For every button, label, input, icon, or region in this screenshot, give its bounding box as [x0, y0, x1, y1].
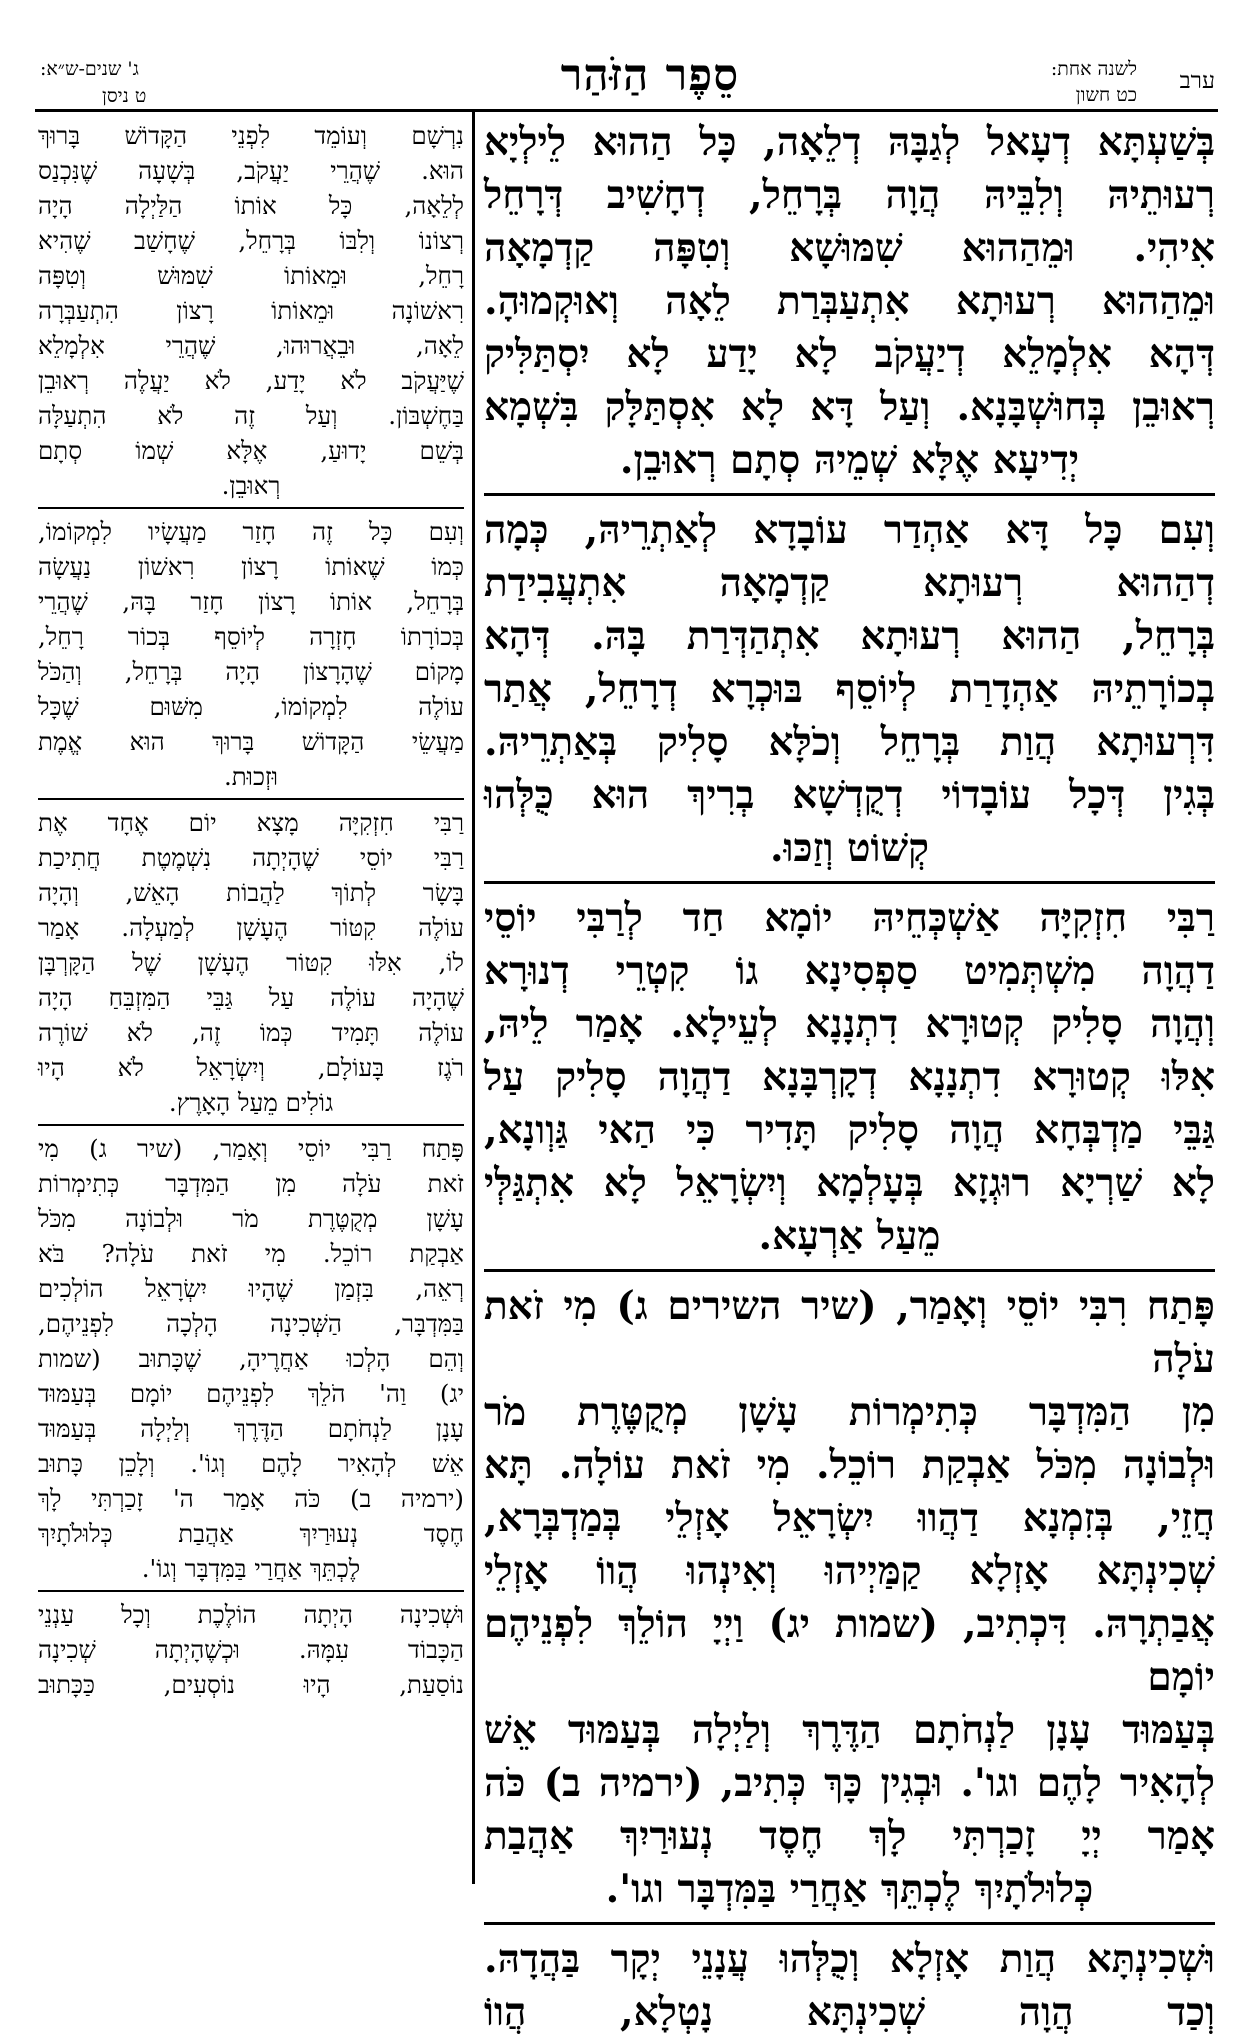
hebrew-line: בָּשָׂר לְתוֹךְ לַהֲבוֹת הָאֵשׁ, וְהָיָה: [38, 878, 464, 907]
aramaic-line: רְאוּבֵן בְּחוּשְׁבָּנָא. וְעַל דָּא לָא אִסְתַּלָּק בִּשְׁמָא: [484, 384, 1215, 430]
page-title: סֵפֶר הַזֹּהַר: [560, 50, 740, 101]
aramaic-line: וְכַד הֲוָה שְׁכִינְתָּא נָטְלָא, הֲווֹ: [484, 1989, 1215, 2035]
hebrew-line: גוֹלִים מֵעַל הָאָרֶץ.: [168, 1088, 334, 1117]
header-evening-label: ערב: [1179, 68, 1215, 94]
aramaic-line: דִּרְעוּתָא הֲוַת בְּרָחֵל וְכֹלָּא סָלִיק בְּאַתְרֵיהּ.: [484, 719, 1215, 765]
aramaic-line: בְּגִין דְּכָל עוֹבָדוֹי דְקֻדְשָׁא בְרִיךְ הוּא כֻּלְּהוּ: [484, 772, 1215, 818]
hebrew-separator: [38, 1124, 464, 1126]
aramaic-line: גַּבֵּי מַדְבְּחָא הֲוָה סָלִיק תָּדִיר כִּי הַאי גַּוְונָא,: [484, 1107, 1215, 1153]
hebrew-line: אֵשׁ לְהָאִיר לָהֶם וְגוֹ'. וְלָכֵן כָּתוּב: [38, 1449, 464, 1478]
aramaic-line: וּמֵהַהוּא רְעוּתָא אִתְעַבְּרַת לֵאָה וְאוּקְמוּהָ.: [484, 278, 1215, 324]
aramaic-line: אֲבַתְרָהּ. דִּכְתִיב, (שמות יג) וַיְיָ הוֹלֵךְ לִפְנֵיהֶם יוֹמָם: [484, 1601, 1215, 1700]
aramaic-line: מֵעַל אַרְעָא.: [758, 1213, 941, 1259]
hebrew-line: רַבִּי חִזְקִיָּה מָצָא יוֹם אֶחָד אֶת: [38, 808, 464, 837]
hebrew-line: בְּשֵׁם יָדוּעַ, אֶלָּא שְׁמוֹ סְתָם: [38, 436, 464, 465]
aramaic-column: [484, 116, 1215, 2039]
hebrew-line: שֶׁיַּעֲקֹב לֹא יָדַע, לֹא יַעֲלֶה רְאוּבֵן: [38, 366, 464, 395]
hebrew-paragraph: [38, 514, 464, 794]
aramaic-line: יְדִיעָא אֶלָּא שְׁמֵיהּ סְתָם רְאוּבֵן.: [619, 437, 1080, 483]
header-year-label: לשנה אחת:: [1050, 58, 1137, 80]
aramaic-paragraph: [484, 1280, 1215, 1916]
aramaic-line: קְשׁוֹט וְזַכּוּ.: [769, 825, 930, 871]
hebrew-line: וּזְכוּת.: [223, 762, 279, 791]
hebrew-line: יג) וַה' הֹלֵךְ לִפְנֵיהֶם יוֹמָם בְּעַמּוּד: [38, 1379, 464, 1408]
hebrew-line: כְּמוֹ שֶׁאוֹתוֹ רָצוֹן רִאשׁוֹן נַעֲשָׂה: [38, 552, 464, 581]
aramaic-line: לָא שַׁרְיָא רוּגְזָא בְּעָלְמָא וְיִשְׂרָאֵל לָא אִתְגַּלְּי: [484, 1160, 1215, 1206]
header-date-left: ט ניסן: [102, 85, 147, 107]
hebrew-separator: [38, 798, 464, 800]
aramaic-line: אִלּוּ קְטוּרָא דִתְנָנָא דְקָרְבָּנָא דַהֲוָה סָלִיק עַל: [484, 1054, 1215, 1100]
hebrew-line: בְּכוֹרָתוֹ חָזְרָה לְיוֹסֵף בְּכוֹר רָחֵל,: [38, 622, 464, 651]
aramaic-paragraph: [484, 892, 1215, 1263]
aramaic-line: וְהֲוָה סָלִיק קְטוּרָא דִתְנָנָא לְעֵילָא. אָמַר לֵיהּ,: [484, 1001, 1215, 1047]
aramaic-paragraph: [484, 1933, 1215, 2039]
hebrew-line: רְאֵה, בִּזְמַן שֶׁהָיוּ יִשְׂרָאֵל הוֹלְכִים: [38, 1274, 464, 1303]
header-right: [885, 58, 1215, 106]
hebrew-line: לֶכְתֵּךְ אַחֲרַי בַּמִּדְבָּר וְגוֹ'.: [141, 1554, 361, 1583]
hebrew-paragraph: [38, 805, 464, 1120]
aramaic-paragraph: [484, 116, 1215, 487]
aramaic-line: דְּהָא אִלְמָלֵא דְיַעֲקֹב לָא יָדַע לָא יִסְתַּלִּיק: [484, 331, 1215, 377]
hebrew-line: עוֹלֶה תָּמִיד כְּמוֹ זֶה, לֹא שׁוֹרֶה: [38, 1018, 464, 1047]
header-date-right: כט חשון: [1075, 84, 1137, 106]
hebrew-line: הוּא. שֶׁהֲרֵי יַעֲקֹב, בְּשָׁעָה שֶׁנִּכְנַס: [38, 156, 464, 185]
aramaic-line: דְהַהוּא רְעוּתָא קַדְמָאָה אִתְעֲבִידַת: [484, 560, 1215, 606]
aramaic-line: בְּשַׁעְתָּא דְעָאל לְגַבָּהּ דְלֵאָה, כָּל הַהוּא לֵילְיָא: [484, 119, 1215, 165]
hebrew-line: וּשְׁכִינָה הָיְתָה הוֹלֶכֶת וְכָל עַנְנֵי: [38, 1600, 464, 1629]
hebrew-line: לֵאָה, וּבֵאֲרוּהוּ, שֶׁהֲרֵי אִלְמָלֵא: [38, 331, 464, 360]
hebrew-line: רֹגֶז בָּעוֹלָם, וְיִשְׂרָאֵל לֹא הָיוּ: [38, 1053, 464, 1082]
hebrew-line: רַבִּי יוֹסֵי שֶׁהָיְתָה נִשְׁמֶטֶת חֲתִיכַת: [38, 843, 464, 872]
aramaic-line: חֲזֵי, בְּזִמְנָא דַהֲווּ יִשְׂרָאֵל אָזְלֵי בְּמַדְבְּרָא,: [484, 1495, 1215, 1541]
hebrew-line: בְּרָחֵל, אוֹתוֹ רָצוֹן חָזַר בָּהּ, שֶׁהֲרֵי: [38, 587, 464, 616]
hebrew-line: רִאשׁוֹנָה וּמֵאוֹתוֹ רָצוֹן הִתְעַבְּרָה: [38, 296, 464, 325]
aramaic-line: מִן הַמִּדְבָּר כְּתִימְרוֹת עָשָׁן מְקֻטֶּרֶת מֹר: [484, 1389, 1215, 1435]
aramaic-line: בְּרָחֵל, הַהוּא רְעוּתָא אִתְהַדְּרַת בָּהּ. דְּהָא: [484, 613, 1215, 659]
hebrew-line: רְאוּבֵן.: [221, 471, 281, 500]
hebrew-line: זֹאת עֹלָה מִן הַמִּדְבָּר כְּתִימְרוֹת: [38, 1169, 464, 1198]
header-divider: [35, 109, 1218, 112]
hebrew-line: מַעֲשֵׂי הַקָּדוֹשׁ בָּרוּךְ הוּא אֱמֶת: [38, 727, 464, 756]
hebrew-line: עוֹלֶה לִמְקוֹמוֹ, מִשּׁוּם שֶׁכָּל: [38, 692, 464, 721]
aramaic-line: בְכוֹרָתֵיהּ אַהְדָרַת לְיוֹסֵף בּוּכְרָא דְרָחֵל, אֲתַר: [484, 666, 1215, 712]
hebrew-line: מָקוֹם שֶׁהָרָצוֹן הָיָה בְּרָחֵל, וְהַכֹּל: [38, 657, 464, 686]
hebrew-paragraph: [38, 118, 464, 503]
aramaic-line: לְהָאִיר לָהֶם וגו'. וּבְגִין כָּךְ כְּתִיב, (ירמיה ב) כֹּה: [484, 1760, 1215, 1806]
aramaic-line: רַבִּי חִזְקִיָּה אַשְׁכְּחֵיהּ יוֹמָא חַד לְרַבִּי יוֹסֵי: [484, 895, 1215, 941]
hebrew-line: עָנָן לַנְחֹתָם הַדֶּרֶךְ וְלַיְלָה בְּעַמּוּד: [38, 1414, 464, 1443]
hebrew-line: נוֹסַעַת, הָיוּ נוֹסְעִים, כַּכָּתוּב: [38, 1670, 464, 1699]
aramaic-line: פָּתַח רִבִּי יוֹסֵי וְאָמַר, (שיר השירים ג) מִי זֹאת עֹלָה: [484, 1283, 1215, 1382]
column-divider: [472, 109, 475, 1884]
hebrew-line: בַּחֶשְׁבּוֹן. וְעַל זֶה לֹא הִתְעַלָּה: [38, 401, 464, 430]
aramaic-line: וְעִם כָּל דָּא אַהְדַר עוֹבָדָא לְאַתְרֵיהּ, כְּמָה: [484, 507, 1215, 553]
hebrew-line: וְהֵם הָלְכוּ אַחֲרֶיהָ, שֶׁכָּתוּב (שמות: [38, 1344, 464, 1373]
hebrew-line: בַּמִּדְבָּר, הַשְּׁכִינָה הָלְכָה לִפְנֵיהֶם,: [38, 1309, 464, 1338]
aramaic-line: וּלְבוֹנָה מִכֹּל אַבְקַת רוֹכֵל. מִי זֹאת עוֹלָה. תָּא: [484, 1442, 1215, 1488]
hebrew-line: (ירמיה ב) כֹּה אָמַר ה' זָכַרְתִּי לָךְ: [38, 1484, 464, 1513]
hebrew-paragraph: [38, 1131, 464, 1586]
aramaic-paragraph: [484, 504, 1215, 875]
header-left: [40, 58, 330, 106]
hebrew-line: עָשָׁן מְקֻטֶּרֶת מֹר וּלְבוֹנָה מִכֹּל: [38, 1204, 464, 1233]
aramaic-separator: [484, 881, 1215, 884]
aramaic-line: רְעוּתֵיהּ וְלִבֵּיהּ הֲוָה בְּרָחֵל, דְחָשִׁיב דְּרָחֵל: [484, 172, 1215, 218]
hebrew-separator: [38, 507, 464, 509]
aramaic-line: שְׁכִינְתָּא אָזְלָא קַמַּיְיהוּ וְאִינְהוּ הֲווֹ אָזְלֵי: [484, 1548, 1215, 1594]
hebrew-line: רְצוֹנוֹ וְלִבּוֹ בְּרָחֵל, שֶׁחָשַׁב שֶׁהִיא: [38, 226, 464, 255]
hebrew-line: וְעִם כָּל זֶה חָזַר מַעֲשָׂיו לִמְקוֹמוֹ,: [38, 517, 464, 546]
aramaic-line: בְּעַמּוּד עָנָן לַנְחֹתָם הַדֶּרֶךְ וְלַיְלָה בְּעַמּוּד אֵשׁ: [484, 1707, 1215, 1753]
aramaic-separator: [484, 1269, 1215, 1272]
aramaic-line: כְּלוּלֹתָיִךְ לֶכְתֵּךְ אַחֲרַי בַּמִּדְבָּר וגו'.: [605, 1866, 1094, 1912]
hebrew-line: שֶׁהָיָה עוֹלֶה עַל גַּבֵּי הַמִּזְבֵּחַ הָיָה: [38, 983, 464, 1012]
hebrew-line: רָחֵל, וּמֵאוֹתוֹ שִׁמּוּשׁ וְטִפָּה: [38, 261, 464, 290]
hebrew-line: חֶסֶד נְעוּרַיִךְ אַהֲבַת כְּלוּלֹתָיִךְ: [38, 1519, 464, 1548]
hebrew-paragraph: [38, 1597, 464, 1702]
aramaic-separator: [484, 1922, 1215, 1925]
hebrew-line: פָּתַח רַבִּי יוֹסֵי וְאָמַר, (שיר ג) מִי: [38, 1134, 464, 1163]
hebrew-line: הַכָּבוֹד עִמָּהּ. וּכְשֶׁהָיְתָה שְׁכִינָה: [38, 1635, 464, 1664]
header-years-label: ג' שנים-ש״א:: [40, 58, 139, 80]
hebrew-line: לְלֵאָה, כָּל אוֹתוֹ הַלַּיְלָה הָיָה: [38, 191, 464, 220]
hebrew-separator: [38, 1590, 464, 1592]
aramaic-line: אָמַר יְיָ זָכַרְתִּי לָךְ חֶסֶד נְעוּרַיִךְ אַהֲבַת: [484, 1813, 1215, 1859]
aramaic-line: אִיהִי. וּמֵהַהוּא שִׁמּוּשָׁא וְטִפָּה קַדְמָאָה: [484, 225, 1215, 271]
hebrew-line: אַבְקַת רוֹכֵל. מִי זֹאת עֹלָה? בֹּא: [38, 1239, 464, 1268]
aramaic-separator: [484, 493, 1215, 496]
hebrew-line: לוֹ, אִלּוּ קִטּוֹר הֶעָשָׁן שֶׁל הַקָּרְבָּן: [38, 948, 464, 977]
hebrew-line: נִרְשָׁם וְעוֹמֵד לִפְנֵי הַקָּדוֹשׁ בָּרוּךְ: [38, 121, 464, 150]
aramaic-line: דַהֲוָה מִשְׁתְּמִיט סַפְסִינָא גוֹ קִטְרֵי דְנוּרָא: [484, 948, 1215, 994]
hebrew-line: עוֹלֶה קִטּוֹר הֶעָשָׁן לְמַעְלָה. אָמַר: [38, 913, 464, 942]
hebrew-translation-column: [38, 118, 464, 1702]
aramaic-line: וּשְׁכִינְתָּא הֲוַת אָזְלָא וְכֻלְּהוּ עֲנָנֵי יְקָר בַּהֲדָהּ.: [484, 1936, 1215, 1982]
